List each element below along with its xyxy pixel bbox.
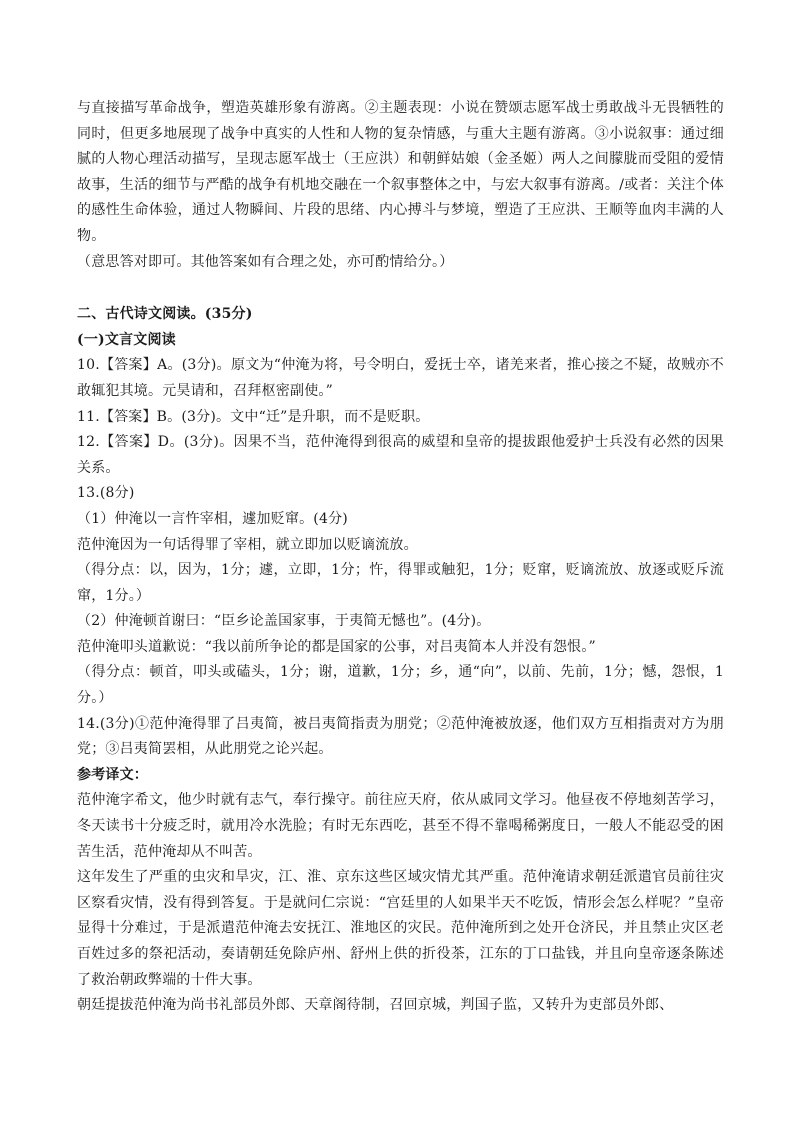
question-13-sentence-1: （1）仲淹以一言忤宰相，遽加贬窜。(4分) <box>77 510 348 527</box>
section-title: 二、古代诗文阅读。(35分) <box>77 306 253 323</box>
question-13-sentence-2: （2）仲淹顿首谢曰：“臣乡论盖国家事，于夷简无憾也”。(4分)。 <box>77 613 491 630</box>
translation-paragraph-3: 朝廷提拔范仲淹为尚书礼部员外郎、天章阁待制，召回京城，判国子监，又转升为吏部员外郎、 <box>77 997 674 1014</box>
question-13-points-1: （得分点：以，因为，1分；遽，立即，1分；忤，得罪或触犯，1分；贬窜，贬谪流放、放逐或贬斥流窜，1分。） <box>77 562 724 604</box>
answer-paragraph: 与直接描写革命战争，塑造英雄形象有游离。②主题表现：小说在赞颂志愿军战士勇敢战斗无畏牺牲的同时，但更多地展现了战争中真实的人性和人物的复杂情感，与重大主题有游离。③小说叙事：通过细腻的人物心理活动描写，呈现志愿军战士（王应洪）和朝鲜姑娘（金圣姬）两人之间朦胧而受阻的爱情故事，生活的细节与严酷的战争有机地交融在一个叙事整体之中，与宏大叙事有游离。/或者：关注个体的感性生命体验，通过人物瞬间、片段的思绪、内心搏斗与梦境，塑造了王应洪、王顺等血肉丰满的人物。 <box>77 100 724 244</box>
translation-label: 参考译文： <box>77 766 148 783</box>
spacer <box>77 275 724 302</box>
question-13-translation-1: 范仲淹因为一句话得罪了宰相，就立即加以贬谪流放。 <box>77 536 418 553</box>
translation-paragraph-2: 这年发生了严重的虫灾和旱灾，江、淮、京东这些区域灾情尤其严重。范仲淹请求朝廷派遣官员前往灾区察看灾情，没有得到答复。于是就问仁宗说：“宫廷里的人如果半天不吃饭，情形会怎么样呢？”皇帝显得十分难过，于是派遣范仲淹去安抚江、淮地区的灾民。范仲淹所到之处开仓济民，并且禁止灾区老百姓过多的祭祀活动，奏请朝廷免除庐州、舒州上供的折役茶，江东的丁口盐钱，并且向皇帝逐条陈述了救治朝政弊端的十件大事。 <box>77 869 724 988</box>
question-13-translation-2: 范仲淹叩头道歉说：“我以前所争论的都是国家的公事，对吕夷简本人并没有怨恨。” <box>77 638 596 655</box>
question-11: 11.【答案】B。(3分)。文中“迁”是升职，而不是贬职。 <box>77 408 430 425</box>
translation-paragraph-1: 范仲淹字希文，他少时就有志气，奉行操守。前往应天府，依从戚同文学习。他昼夜不停地刻苦学习，冬天读书十分疲乏时，就用冷水洗脸；有时无东西吃，甚至不得不靠喝稀粥度日，一般人不能忍受的困苦生活，范仲淹却从不叫苦。 <box>77 792 724 860</box>
question-13-points-2: （得分点：顿首，叩头或磕头，1分；谢，道歉，1分；乡，通“向”，以前、先前，1分；憾，怨恨，1分。） <box>77 664 724 707</box>
question-14: 14.(3分)①范仲淹得罪了吕夷简，被吕夷简指责为朋党；②范仲淹被放逐，他们双方互相指责对方为朋党；③吕夷简罢相，从此朋党之论兴起。 <box>77 715 724 758</box>
question-10: 10.【答案】A。(3分)。原文为“仲淹为将，号令明白，爱抚士卒，诸羌来者，推心接之不疑，故贼亦不敢辄犯其境。元昊请和，召拜枢密副使。” <box>77 357 724 399</box>
question-13-head: 13.(8分) <box>77 485 135 502</box>
subsection-title: (一)文言文阅读 <box>77 331 176 348</box>
question-12: 12.【答案】D。(3分)。因果不当，范仲淹得到很高的威望和皇帝的提拔跟他爱护士兵没有必然的因果关系。 <box>77 434 724 476</box>
scoring-note: （意思答对即可。其他答案如有合理之处，亦可酌情给分。） <box>77 253 454 270</box>
